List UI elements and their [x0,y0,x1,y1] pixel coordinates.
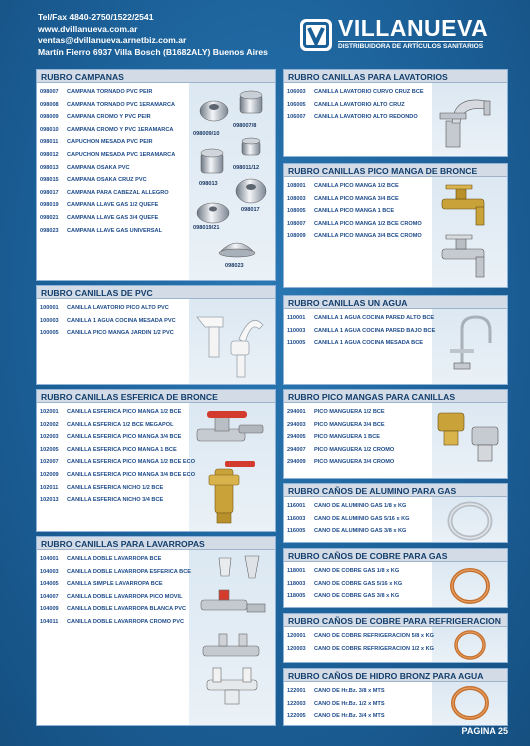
list-item: 098008 CAMPANA TORNADO PVC 1ERAMARCA [40,101,176,108]
panel-cobrerefri [283,613,508,663]
list-item: 116005 CANO DE ALUMINIO GAS 3/8 x KG [287,528,407,535]
washer-faucet-illustration [189,550,275,725]
aluminum-coil-illustration [432,497,507,542]
website-text: www.dvillanueva.com.ar [38,23,138,34]
product-list [40,86,175,237]
list-item: 098011 CAPUCHON MESADA PVC PEIR [40,139,153,146]
list-item: 108009 CANILLA PICO MANGA 3/4 BCE CROMO [287,233,422,240]
list-item: 110003 CANILLA 1 AGUA COCINA PARED BAJO BCE [287,327,436,334]
list-item: 118005 CANO DE COBRE GAS 3/8 x KG [287,593,400,600]
address-text: Martín Fierro 6937 Villa Bosch (B1682ALY) Buenos Aires [38,46,268,57]
product-image-area [432,682,507,725]
product-caption: 098011/12 [233,165,260,171]
list-item: 098009 CAMPANA CROMO Y PVC PEIR [40,114,151,121]
panel-cobregas [283,548,508,608]
product-list [287,685,385,723]
list-item: 098015 CAMPANA OSAKA CRUZ PVC [40,177,147,184]
panel-title: RUBRO CANILLAS UN AGUA [284,296,507,309]
product-caption: 098019/21 [193,225,220,231]
hose-faucet-illustration [432,177,507,287]
panel-mangas [283,389,508,479]
product-caption: 098007/8 [233,123,257,129]
list-item: 116003 CANO DE ALUMINIO GAS 5/16 x KG [287,515,410,522]
phone-text: Tel/Fax 4840-2750/1522/2541 [38,12,154,22]
product-image-area [189,299,275,384]
product-list [287,86,424,124]
list-item: 102011 CANILLA ESFERICA NICHO 1/2 BCE [40,484,164,491]
list-item: 106005 CANILLA LAVATORIO ALTO CRUZ [287,101,405,108]
product-list [287,312,435,350]
panel-title: RUBRO PICO MANGAS PARA CANILLAS [284,390,507,403]
product-caption: 098017 [241,207,260,213]
list-item: 102002 CANILLA ESFERICA 1/2 BCE MEGAPOL [40,421,174,428]
list-item: 294001 PICO MANGUERA 1/2 BCE [287,409,385,415]
product-image-area [432,497,507,542]
brand-logo [300,15,500,56]
contact-info [38,12,268,58]
list-item: 294007 PICO MANGUERA 1/2 CROMO [287,446,395,453]
product-image-area [432,83,507,156]
list-item: 294005 PICO MANGUERA 1 BCE [287,434,380,441]
bronze-coil-illustration [432,682,507,725]
list-item: 120003 CANO DE COBRE REFRIGERACION 1/2 x KG [287,645,434,652]
list-item: 108001 CANILLA PICO MANGA 1/2 BCE [287,183,399,189]
list-item: 104009 CANILLA DOBLE LAVARROPA BLANCA PVC [40,606,187,613]
list-item: 100001 CANILLA LAVATORIO PICO ALTO PVC [40,305,169,311]
list-item: 098017 CAMPANA PARA CABEZAL ALLEGRO [40,189,169,196]
copper-coil-illustration [432,562,507,607]
panel-hidrobronz [283,668,508,726]
product-image-area [432,403,507,478]
list-item: 098010 CAMPANA CROMO Y PVC 1ERAMARCA [40,126,174,133]
copper-coil-illustration [432,627,507,662]
product-list [287,565,402,603]
product-image-area [189,550,275,725]
list-item: 108005 CANILLA PICO MANGA 1 BCE [287,208,395,215]
list-item: 104003 CANILLA DOBLE LAVARROPA ESFERICA BCE [40,568,191,575]
basin-faucet-illustration [432,83,507,156]
list-item: 100005 CANILLA PICO MANGA JARDIN 1/2 PVC [40,330,174,337]
list-item: 098023 CAMPANA LLAVE GAS UNIVERSAL [40,227,162,234]
list-item: 098007 CAMPANA TORNADO PVC PEIR [40,89,153,95]
list-item: 102003 CANILLA ESFERICA PICO MANGA 3/4 BCE [40,434,182,441]
list-item: 122005 CANO DE Hr.Bz. 3/4 x MTS [287,713,385,720]
product-image-area [432,309,507,384]
panel-picomanga [283,163,508,288]
product-image-area [189,403,275,531]
list-item: 116001 CANO DE ALUMINIO GAS 1/8 x KG [287,503,407,509]
panel-title: RUBRO CANILLAS PARA LAVATORIOS [284,70,507,83]
product-list [287,500,410,538]
panel-title: RUBRO CANILLAS PICO MANGA DE BRONCE [284,164,507,177]
list-item: 104001 CANILLA DOBLE LAVARROPA BCE [40,556,162,562]
product-caption: 098013 [199,181,218,187]
list-item: 108003 CANILLA PICO MANGA 3/4 BCE [287,195,399,202]
list-item: 104007 CANILLA DOBLE LAVARROPA PICO MOVIL [40,593,183,600]
panel-pvc [36,285,276,385]
list-item: 108007 CANILLA PICO MANGA 1/2 BCE CROMO [287,220,422,227]
panel-title: RUBRO CANILLAS ESFERICA DE BRONCE [37,390,275,403]
list-item: 104011 CANILLA DOBLE LAVARROPA CROMO PVC [40,618,185,625]
list-item: 100003 CANILLA 1 AGUA COCINA MESADA PVC [40,317,176,324]
panel-title: RUBRO CAÑOS DE HIDRO BRONZ PARA AGUA [284,669,507,682]
product-image-area [432,627,507,662]
brand-name: VILLANUEVA [338,15,489,41]
panel-lavarropas [36,536,276,726]
product-image-area [432,562,507,607]
brand-tagline: DISTRIBUIDORA DE ARTÍCULOS SANITARIOS [338,43,484,50]
list-item: 098013 CAMPANA OSAKA PVC [40,164,130,171]
list-item: 106007 CANILLA LAVATORIO ALTO REDONDO [287,114,418,121]
list-item: 122001 CANO DE Hr.Bz. 3/8 x MTS [287,688,385,694]
product-image-area [432,177,507,287]
product-caption: 098023 [225,263,244,269]
ball-valve-illustration [189,403,275,531]
list-item: 098012 CAPUCHON MESADA PVC 1ERAMARCA [40,151,176,158]
product-list [287,180,422,243]
email-text: ventas@dvillanueva.arnetbiz.com.ar [38,35,187,46]
list-item: 110005 CANILLA 1 AGUA COCINA MESADA BCE [287,340,423,347]
panel-title: RUBRO CAÑOS DE COBRE PARA REFRIGERACION [284,614,507,627]
product-list [40,302,176,340]
list-item: 104005 CANILLA SIMPLE LAVARROPA BCE [40,581,163,588]
panel-unagua [283,295,508,385]
panel-aluminio [283,483,508,543]
panel-title: RUBRO CAÑOS DE COBRE PARA GAS [284,549,507,562]
list-item: 110001 CANILLA 1 AGUA COCINA PARED ALTO BCE [287,315,435,321]
list-item: 098021 CAMPANA LLAVE GAS 3/4 QUEFE [40,214,159,221]
list-item: 120001 CANO DE COBRE REFRIGERACION 5/8 x KG [287,633,434,639]
list-item: 102001 CANILLA ESFERICA PICO MANGA 1/2 BCE [40,409,182,415]
product-list [287,630,434,655]
product-image-area [189,83,275,280]
list-item: 102007 CANILLA ESFERICA PICO MANGA 1/2 BCE ECO [40,459,196,466]
product-list [40,406,195,507]
product-list [287,406,394,469]
pvc-faucet-illustration [189,299,275,384]
list-item: 294009 PICO MANGUERA 3/4 CROMO [287,459,395,466]
hose-nozzle-illustration [432,403,507,478]
list-item: 102013 CANILLA ESFERICA NICHO 3/4 BCE [40,497,164,504]
page-number: PAGINA 25 [461,726,508,736]
panel-lavatorios [283,69,508,157]
list-item: 106003 CANILLA LAVATORIO CURVO CRUZ BCE [287,89,424,95]
list-item: 102009 CANILLA ESFERICA PICO MANGA 3/4 BCE ECO [40,471,196,478]
panel-campanas [36,69,276,281]
list-item: 118003 CANO DE COBRE GAS 5/16 x KG [287,580,403,587]
panel-title: RUBRO CANILLAS DE PVC [37,286,275,299]
list-item: 294003 PICO MANGUERA 3/4 BCE [287,421,385,428]
product-list [40,553,191,629]
panel-esferica [36,389,276,532]
product-caption: 098009/10 [193,131,220,137]
list-item: 098019 CAMPANA LLAVE GAS 1/2 QUEFE [40,202,159,209]
kitchen-faucet-illustration [432,309,507,384]
list-item: 102005 CANILLA ESFERICA PICO MANGA 1 BCE [40,446,177,453]
panel-title: RUBRO CANILLAS PARA LAVARROPAS [37,537,275,550]
panel-title: RUBRO CAÑOS DE ALUMINO PARA GAS [284,484,507,497]
panel-title: RUBRO CAMPANAS [37,70,275,83]
list-item: 118001 CANO DE COBRE GAS 1/8 x KG [287,568,400,574]
list-item: 122003 CANO DE Hr.Bz. 1/2 x MTS [287,700,385,707]
logo-mark-icon [300,19,332,51]
